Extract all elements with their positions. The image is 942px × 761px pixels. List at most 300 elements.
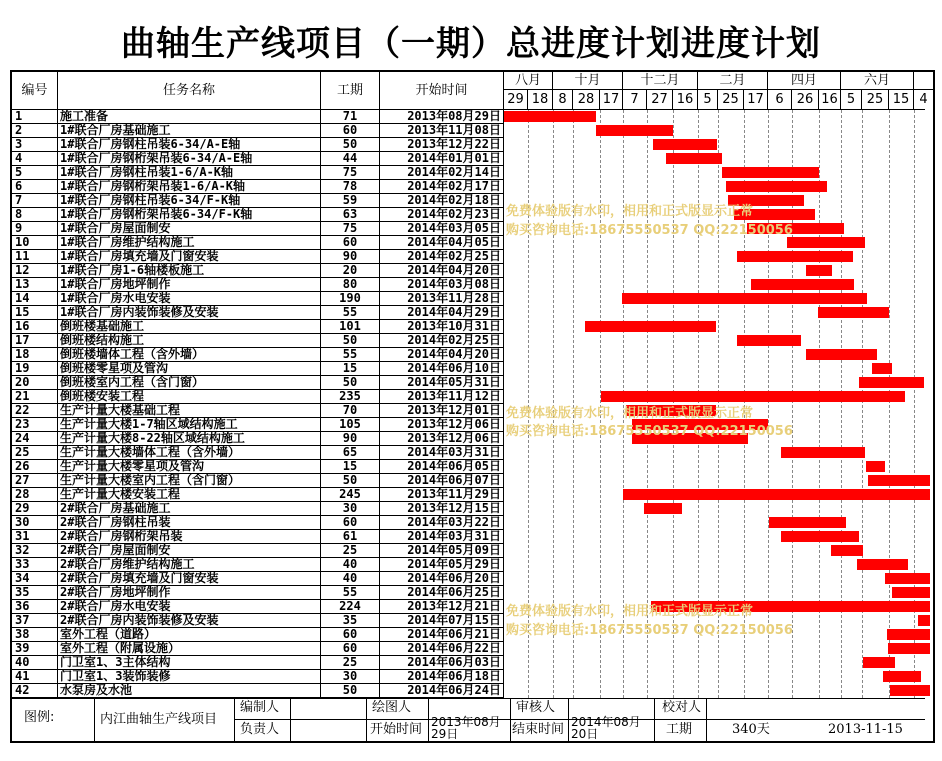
task-name: 1#联合厂房内装饰装修及安装: [58, 306, 321, 319]
task-id: 37: [12, 614, 58, 627]
timeline-day: 26: [792, 90, 819, 109]
task-row: [12, 390, 504, 404]
gantt-bar: [885, 573, 930, 584]
timeline-month: 十月: [553, 72, 623, 90]
footer-divider: [12, 698, 925, 699]
task-id: 18: [12, 348, 58, 361]
task-id: 30: [12, 516, 58, 529]
task-name: 1#联合厂房维护结构施工: [58, 236, 321, 249]
timeline-day: 4: [919, 92, 928, 107]
report-date: 2013-11-15: [828, 722, 903, 737]
checker-label: 校对人: [662, 700, 702, 715]
task-row: [12, 404, 504, 418]
task-name: 1#联合厂房基础施工: [58, 124, 321, 137]
footer-line: [510, 698, 511, 741]
task-duration: 35: [321, 614, 380, 627]
task-id: 36: [12, 600, 58, 613]
timeline-day: 25: [862, 90, 889, 109]
watermark-line: 购买咨询电话:18675550537 QQ:22150056: [506, 223, 793, 238]
task-duration: 60: [321, 124, 380, 137]
editor-label: 编制人: [240, 700, 280, 715]
task-start: 2013年12月22日: [380, 138, 504, 151]
task-duration: 25: [321, 544, 380, 557]
task-name: 2#联合厂房维护结构施工: [58, 558, 321, 571]
gantt-bar: [883, 671, 922, 682]
gantt-bar: [868, 475, 930, 486]
gantt-bar: [781, 531, 860, 542]
task-row: [12, 530, 504, 544]
task-name: 生产计量大楼1-7轴区域结构施工: [58, 418, 321, 431]
task-name: 1#联合厂房水电安装: [58, 292, 321, 305]
task-duration: 90: [321, 432, 380, 445]
task-id: 20: [12, 376, 58, 389]
task-start: 2014年04月20日: [380, 264, 504, 277]
task-name: 2#联合厂房基础施工: [58, 502, 321, 515]
task-start: 2013年11月08日: [380, 124, 504, 137]
task-row: [12, 250, 504, 264]
gantt-bar: [601, 391, 905, 402]
task-id: 7: [12, 194, 58, 207]
footer-line: [290, 698, 291, 741]
task-duration: 55: [321, 348, 380, 361]
gantt-bar: [806, 265, 832, 276]
task-row: [12, 194, 504, 208]
task-row: [12, 334, 504, 348]
task-duration: 40: [321, 572, 380, 585]
task-name: 2#联合厂房地坪制作: [58, 586, 321, 599]
task-name: 2#联合厂房水电安装: [58, 600, 321, 613]
task-id: 10: [12, 236, 58, 249]
task-id: 13: [12, 278, 58, 291]
task-start: 2014年07月15日: [380, 614, 504, 627]
gantt-bar: [666, 153, 723, 164]
task-row: [12, 166, 504, 180]
task-start: 2013年11月28日: [380, 292, 504, 305]
task-id: 8: [12, 208, 58, 221]
task-duration: 60: [321, 236, 380, 249]
task-row: [12, 348, 504, 362]
task-name: 1#联合厂房地坪制作: [58, 278, 321, 291]
gantt-bar: [751, 279, 854, 290]
task-duration: 75: [321, 222, 380, 235]
task-name: 倒班楼零星项及管沟: [58, 362, 321, 375]
task-start: 2014年01月01日: [380, 152, 504, 165]
task-id: 17: [12, 334, 58, 347]
task-row: [12, 460, 504, 474]
gantt-bar: [918, 615, 931, 626]
task-duration: 50: [321, 376, 380, 389]
start-time-label: 开始时间: [370, 722, 423, 737]
task-start: 2014年02月25日: [380, 250, 504, 263]
watermark-line: 免费体验版有水印，相用和正式版显示正常: [506, 604, 754, 619]
task-duration: 105: [321, 418, 380, 431]
timeline-day: 16: [673, 90, 698, 109]
task-name: 门卫室1、3主体结构: [58, 656, 321, 669]
timeline-month: 六月: [841, 72, 914, 90]
end-time-label: 结束时间: [512, 722, 565, 737]
task-id: 25: [12, 446, 58, 459]
task-start: 2014年05月09日: [380, 544, 504, 557]
task-duration: 101: [321, 320, 380, 333]
task-start: 2014年06月07日: [380, 474, 504, 487]
task-name: 1#联合厂房填充墙及门窗安装: [58, 250, 321, 263]
task-id: 38: [12, 628, 58, 641]
task-duration: 55: [321, 586, 380, 599]
task-start: 2014年05月31日: [380, 376, 504, 389]
drafter-label: 绘图人: [372, 700, 412, 715]
task-row: [12, 628, 504, 642]
task-id: 15: [12, 306, 58, 319]
task-id: 26: [12, 460, 58, 473]
task-start: 2014年05月29日: [380, 558, 504, 571]
task-start: 2014年06月24日: [380, 684, 504, 697]
task-row: [12, 306, 504, 320]
gantt-bar: [504, 111, 596, 122]
task-duration: 44: [321, 152, 380, 165]
task-duration: 190: [321, 292, 380, 305]
timeline-day: 16: [819, 90, 841, 109]
task-row: [12, 572, 504, 586]
header-start: 开始时间: [380, 72, 504, 110]
task-row: [12, 544, 504, 558]
task-name: 生产计量大楼基础工程: [58, 404, 321, 417]
task-row: [12, 600, 504, 614]
timeline-day: 17: [600, 90, 623, 109]
task-name: 生产计量大楼墙体工程（含外墙）: [58, 446, 321, 459]
gantt-bar: [722, 167, 819, 178]
task-id: 21: [12, 390, 58, 403]
timeline-month: 十二月: [623, 72, 698, 90]
task-id: 2: [12, 124, 58, 137]
timeline-month: 八月: [504, 72, 553, 90]
watermark-line: 购买咨询电话:18675550537 QQ:22150056: [506, 424, 793, 439]
task-start: 2014年03月31日: [380, 530, 504, 543]
task-start: 2014年06月03日: [380, 656, 504, 669]
task-id: 22: [12, 404, 58, 417]
gantt-bar: [622, 293, 868, 304]
task-start: 2014年04月20日: [380, 348, 504, 361]
task-name: 2#联合厂房钢柱吊装: [58, 516, 321, 529]
task-start: 2013年10月31日: [380, 320, 504, 333]
task-id: 40: [12, 656, 58, 669]
gantt-bar: [890, 685, 930, 696]
task-row: [12, 558, 504, 572]
task-id: 35: [12, 586, 58, 599]
task-start: 2014年06月18日: [380, 670, 504, 683]
task-duration: 50: [321, 474, 380, 487]
task-start: 2013年08月29日: [380, 110, 504, 123]
task-duration: 50: [321, 334, 380, 347]
task-start: 2014年02月23日: [380, 208, 504, 221]
task-duration: 20: [321, 264, 380, 277]
gantt-bar: [726, 181, 827, 192]
task-start: 2013年12月06日: [380, 432, 504, 445]
task-duration: 224: [321, 600, 380, 613]
gantt-bar: [596, 125, 674, 136]
task-start: 2013年12月06日: [380, 418, 504, 431]
task-name: 施工准备: [58, 110, 321, 123]
task-row: [12, 362, 504, 376]
task-row: [12, 656, 504, 670]
gantt-bar: [781, 447, 865, 458]
task-duration: 60: [321, 628, 380, 641]
task-id: 28: [12, 488, 58, 501]
gantt-bar: [737, 335, 802, 346]
task-row: [12, 222, 504, 236]
task-duration: 78: [321, 180, 380, 193]
task-id: 39: [12, 642, 58, 655]
project-name: 内江曲轴生产线项目: [100, 712, 218, 727]
task-id: 14: [12, 292, 58, 305]
timeline-day: 5: [841, 90, 862, 109]
task-id: 11: [12, 250, 58, 263]
task-duration: 75: [321, 166, 380, 179]
gantt-bar: [863, 657, 895, 668]
task-row: [12, 138, 504, 152]
task-row: [12, 474, 504, 488]
task-row: [12, 432, 504, 446]
task-start: 2014年03月05日: [380, 222, 504, 235]
task-id: 33: [12, 558, 58, 571]
task-id: 3: [12, 138, 58, 151]
task-start: 2014年06月10日: [380, 362, 504, 375]
gantt-bar: [787, 237, 865, 248]
gantt-bar: [737, 251, 853, 262]
task-row: [12, 586, 504, 600]
header-id: 编号: [12, 72, 58, 110]
task-name: 生产计量大楼零星项及管沟: [58, 460, 321, 473]
gantt-bar: [887, 629, 931, 640]
footer-line: [568, 698, 569, 741]
task-duration: 15: [321, 460, 380, 473]
end-time-value: 2014年08月20日: [571, 715, 641, 741]
task-row: [12, 180, 504, 194]
task-row: [12, 152, 504, 166]
task-row: [12, 292, 504, 306]
footer-line: [654, 698, 655, 741]
timeline-day: 28: [573, 90, 600, 109]
task-duration: 60: [321, 642, 380, 655]
task-name: 1#联合厂房钢柱吊装6-34/A-E轴: [58, 138, 321, 151]
task-id: 27: [12, 474, 58, 487]
task-name: 室外工程（附属设施）: [58, 642, 321, 655]
task-start: 2014年04月29日: [380, 306, 504, 319]
task-id: 24: [12, 432, 58, 445]
task-duration: 71: [321, 110, 380, 123]
task-name: 2#联合厂房屋面制安: [58, 544, 321, 557]
timeline-day: 8: [553, 90, 573, 109]
task-name: 倒班楼安装工程: [58, 390, 321, 403]
footer-line: [366, 698, 367, 741]
task-duration: 63: [321, 208, 380, 221]
task-id: 16: [12, 320, 58, 333]
footer-line: [428, 698, 429, 741]
gantt-bar: [872, 363, 891, 374]
task-start: 2014年02月25日: [380, 334, 504, 347]
footer-line: [94, 698, 95, 741]
task-start: 2014年06月25日: [380, 586, 504, 599]
task-id: 34: [12, 572, 58, 585]
task-name: 1#联合厂房钢桁架吊装1-6/A-K轴: [58, 180, 321, 193]
task-id: 4: [12, 152, 58, 165]
task-row: [12, 110, 504, 124]
task-name: 倒班楼基础施工: [58, 320, 321, 333]
gantt-bar: [857, 559, 909, 570]
task-duration: 55: [321, 306, 380, 319]
task-start: 2014年03月08日: [380, 278, 504, 291]
gantt-bar: [806, 349, 877, 360]
task-name: 1#联合厂房钢柱吊装6-34/F-K轴: [58, 194, 321, 207]
task-duration: 70: [321, 404, 380, 417]
timeline-day: 18: [528, 90, 553, 109]
gantt-bar: [653, 139, 718, 150]
task-duration: 80: [321, 278, 380, 291]
timeline-day: 29: [504, 90, 528, 109]
task-duration: 25: [321, 656, 380, 669]
task-start: 2014年06月20日: [380, 572, 504, 585]
task-id: 41: [12, 670, 58, 683]
task-duration: 61: [321, 530, 380, 543]
owner-label: 负责人: [240, 722, 280, 737]
task-name: 水泵房及水池: [58, 684, 321, 697]
task-duration: 60: [321, 516, 380, 529]
footer-line: [706, 698, 707, 741]
task-name: 2#联合厂房填充墙及门窗安装: [58, 572, 321, 585]
task-row: [12, 264, 504, 278]
task-name: 门卫室1、3装饰装修: [58, 670, 321, 683]
task-start: 2014年06月21日: [380, 628, 504, 641]
task-row: [12, 614, 504, 628]
task-name: 倒班楼室内工程（含门窗）: [58, 376, 321, 389]
task-row: [12, 236, 504, 250]
task-id: 42: [12, 684, 58, 697]
watermark-line: 购买咨询电话:18675550537 QQ:22150056: [506, 623, 793, 638]
gantt-bar: [888, 643, 930, 654]
task-duration: 30: [321, 670, 380, 683]
task-id: 29: [12, 502, 58, 515]
task-name: 1#联合厂房1-6轴楼板施工: [58, 264, 321, 277]
task-name: 倒班楼结构施工: [58, 334, 321, 347]
legend-label: 图例:: [24, 710, 55, 725]
task-duration: 40: [321, 558, 380, 571]
task-name: 1#联合厂房钢柱吊装1-6/A-K轴: [58, 166, 321, 179]
watermark-line: 免费体验版有水印，相用和正式版显示正常: [506, 204, 754, 219]
timeline-day: 27: [647, 90, 673, 109]
task-name: 生产计量大楼8-22轴区域结构施工: [58, 432, 321, 445]
start-time-value: 2013年08月29日: [431, 715, 501, 741]
task-name: 2#联合厂房内装饰装修及安装: [58, 614, 321, 627]
timeline-day: 6: [768, 90, 792, 109]
task-row: [12, 446, 504, 460]
timeline-month-spacer: [914, 72, 933, 90]
gantt-bar: [892, 587, 930, 598]
task-duration: 30: [321, 502, 380, 515]
task-duration: 90: [321, 250, 380, 263]
task-start: 2014年04月05日: [380, 236, 504, 249]
task-duration: 50: [321, 138, 380, 151]
task-start: 2014年06月22日: [380, 642, 504, 655]
task-start: 2014年03月22日: [380, 516, 504, 529]
total-duration-value: 340天: [732, 722, 770, 737]
task-row: [12, 124, 504, 138]
task-name: 倒班楼墙体工程（含外墙）: [58, 348, 321, 361]
timeline-day: 25: [718, 90, 744, 109]
gantt-bar: [769, 517, 847, 528]
task-id: 9: [12, 222, 58, 235]
task-id: 6: [12, 180, 58, 193]
header-duration: 工期: [321, 72, 380, 110]
gantt-bar: [623, 489, 930, 500]
task-duration: 59: [321, 194, 380, 207]
timeline-month: 二月: [698, 72, 768, 90]
gantt-bar: [644, 503, 683, 514]
timeline-day: 15: [889, 90, 914, 109]
reviewer-label: 审核人: [516, 700, 556, 715]
task-row: [12, 208, 504, 222]
task-start: 2014年02月18日: [380, 194, 504, 207]
task-duration: 65: [321, 446, 380, 459]
task-name: 生产计量大楼室内工程（含门窗）: [58, 474, 321, 487]
watermark-line: 免费体验版有水印，相用和正式版显示正常: [506, 406, 754, 421]
task-row: [12, 376, 504, 390]
timeline-day: 7: [623, 90, 647, 109]
task-row: [12, 418, 504, 432]
task-start: 2013年12月15日: [380, 502, 504, 515]
gantt-bar: [866, 461, 885, 472]
task-row: [12, 642, 504, 656]
task-name: 1#联合厂房钢桁架吊装6-34/A-E轴: [58, 152, 321, 165]
task-start: 2013年12月21日: [380, 600, 504, 613]
timeline-month: 四月: [768, 72, 841, 90]
task-start: 2013年11月12日: [380, 390, 504, 403]
gantt-bar: [585, 321, 716, 332]
gantt-bar: [831, 545, 863, 556]
task-id: 32: [12, 544, 58, 557]
task-row: [12, 684, 504, 698]
task-id: 5: [12, 166, 58, 179]
task-name: 室外工程（道路）: [58, 628, 321, 641]
task-id: 23: [12, 418, 58, 431]
timeline-day: 17: [744, 90, 768, 109]
duration-label: 工期: [666, 722, 693, 737]
task-duration: 235: [321, 390, 380, 403]
task-name: 2#联合厂房钢桁架吊装: [58, 530, 321, 543]
gantt-bar: [859, 377, 924, 388]
task-id: 12: [12, 264, 58, 277]
header-task-name: 任务名称: [58, 72, 321, 110]
task-start: 2014年03月31日: [380, 446, 504, 459]
task-start: 2014年02月17日: [380, 180, 504, 193]
task-start: 2014年02月14日: [380, 166, 504, 179]
task-row: [12, 488, 504, 502]
gantt-bar: [818, 307, 889, 318]
task-start: 2014年06月05日: [380, 460, 504, 473]
task-name: 生产计量大楼安装工程: [58, 488, 321, 501]
task-name: 1#联合厂房钢桁架吊装6-34/F-K轴: [58, 208, 321, 221]
task-row: [12, 502, 504, 516]
task-duration: 245: [321, 488, 380, 501]
task-duration: 15: [321, 362, 380, 375]
task-row: [12, 670, 504, 684]
task-id: 1: [12, 110, 58, 123]
timeline-day: 5: [698, 90, 718, 109]
task-name: 1#联合厂房屋面制安: [58, 222, 321, 235]
task-start: 2013年11月29日: [380, 488, 504, 501]
task-duration: 50: [321, 684, 380, 697]
task-row: [12, 320, 504, 334]
task-row: [12, 516, 504, 530]
page-title: 曲轴生产线项目（一期）总进度计划进度计划: [121, 24, 821, 64]
